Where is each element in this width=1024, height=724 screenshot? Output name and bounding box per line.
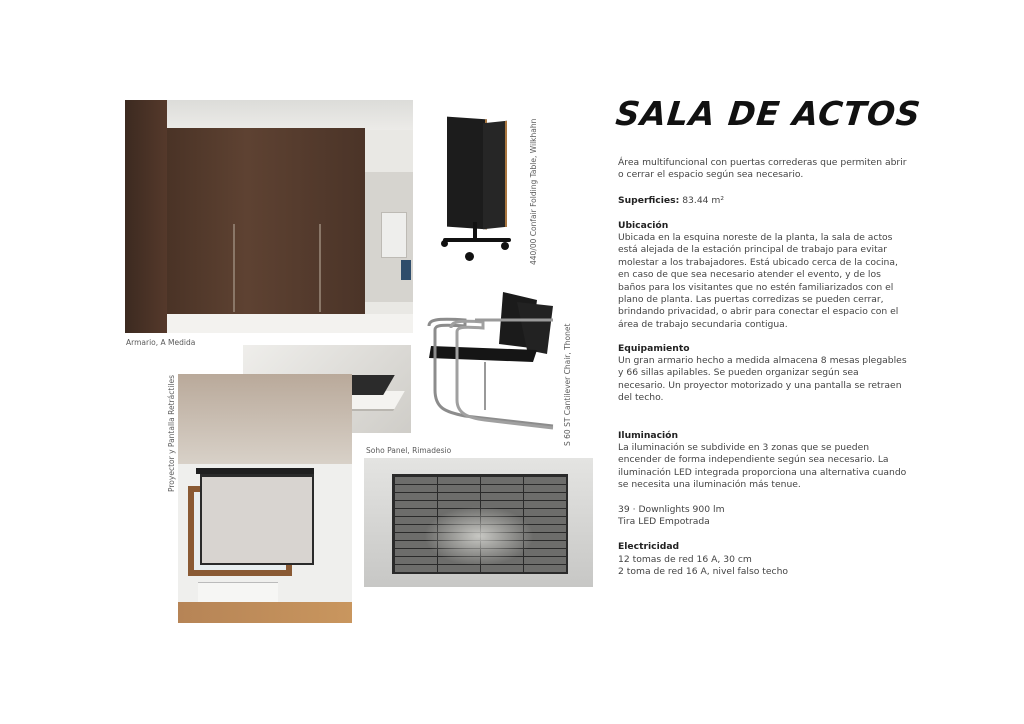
wardrobe-caption: Armario, A Medida bbox=[126, 338, 196, 347]
panel-caption: Soho Panel, Rimadesio bbox=[366, 446, 452, 455]
lighting-body: La iluminación se subdivide en 3 zonas que se pueden encender de forma independiente según sea necesario. La iluminación LED integrada proporciona una alternativa cuando se necesita una iluminación más tenue. bbox=[618, 442, 907, 491]
equipment-body: Un gran armario hecho a medida almacena 8 mesas plegables y 66 sillas apilables. Se pueden organizar según sea necesario. Un proyector motorizado y una pantalla se retraen del techo. bbox=[618, 355, 907, 404]
projection-screen-image bbox=[178, 374, 352, 623]
intro-text: Área multifuncional con puertas correderas que permiten abrir o cerrar el espacio según sea necesario. bbox=[618, 157, 907, 181]
sliding-panel-image bbox=[364, 458, 593, 587]
projector-caption: Proyector y Pantalla Retráctiles bbox=[167, 375, 176, 492]
lighting-spec-led: Tira LED Empotrada bbox=[618, 516, 710, 527]
chair-caption: S 60 ST Cantilever Chair, Thonet bbox=[563, 323, 572, 446]
folding-table-image bbox=[437, 114, 517, 272]
electricity-line-2: 2 toma de red 16 A, nivel falso techo bbox=[618, 566, 789, 577]
surface-value: 83.44 m² bbox=[682, 195, 725, 206]
surface-line bbox=[618, 195, 908, 207]
lighting-heading: Iluminación bbox=[618, 430, 679, 441]
electricity-heading: Electricidad bbox=[618, 541, 680, 552]
page-title: SALA DE ACTOS bbox=[613, 94, 923, 133]
location-heading: Ubicación bbox=[618, 220, 669, 231]
lighting-spec-downlights: 39 · Downlights 900 lm bbox=[618, 504, 725, 515]
location-body: Ubicada en la esquina noreste de la planta, la sala de actos está alejada de la estación principal de trabajo para evitar molestar a los trabajadores. Está ubicado cerca de la cocina, en caso de que sea necesario atender el evento, y de los baños para los visitantes que no estén familiarizados con el plano de planta. Las puertas corredizas se pueden cerrar, brindando privacidad, o abrir para conectar el espacio con el área de trabajo secundaria contigua. bbox=[618, 232, 899, 330]
wardrobe-image bbox=[125, 100, 413, 333]
folding-table-caption: 440/00 Confair Folding Table, Wilkhahn bbox=[529, 118, 538, 265]
chair-image bbox=[425, 290, 557, 432]
electricity-line-1: 12 tomas de red 16 A, 30 cm bbox=[618, 554, 752, 565]
surface-label: Superficies: bbox=[618, 195, 680, 206]
equipment-heading: Equipamiento bbox=[618, 343, 690, 354]
